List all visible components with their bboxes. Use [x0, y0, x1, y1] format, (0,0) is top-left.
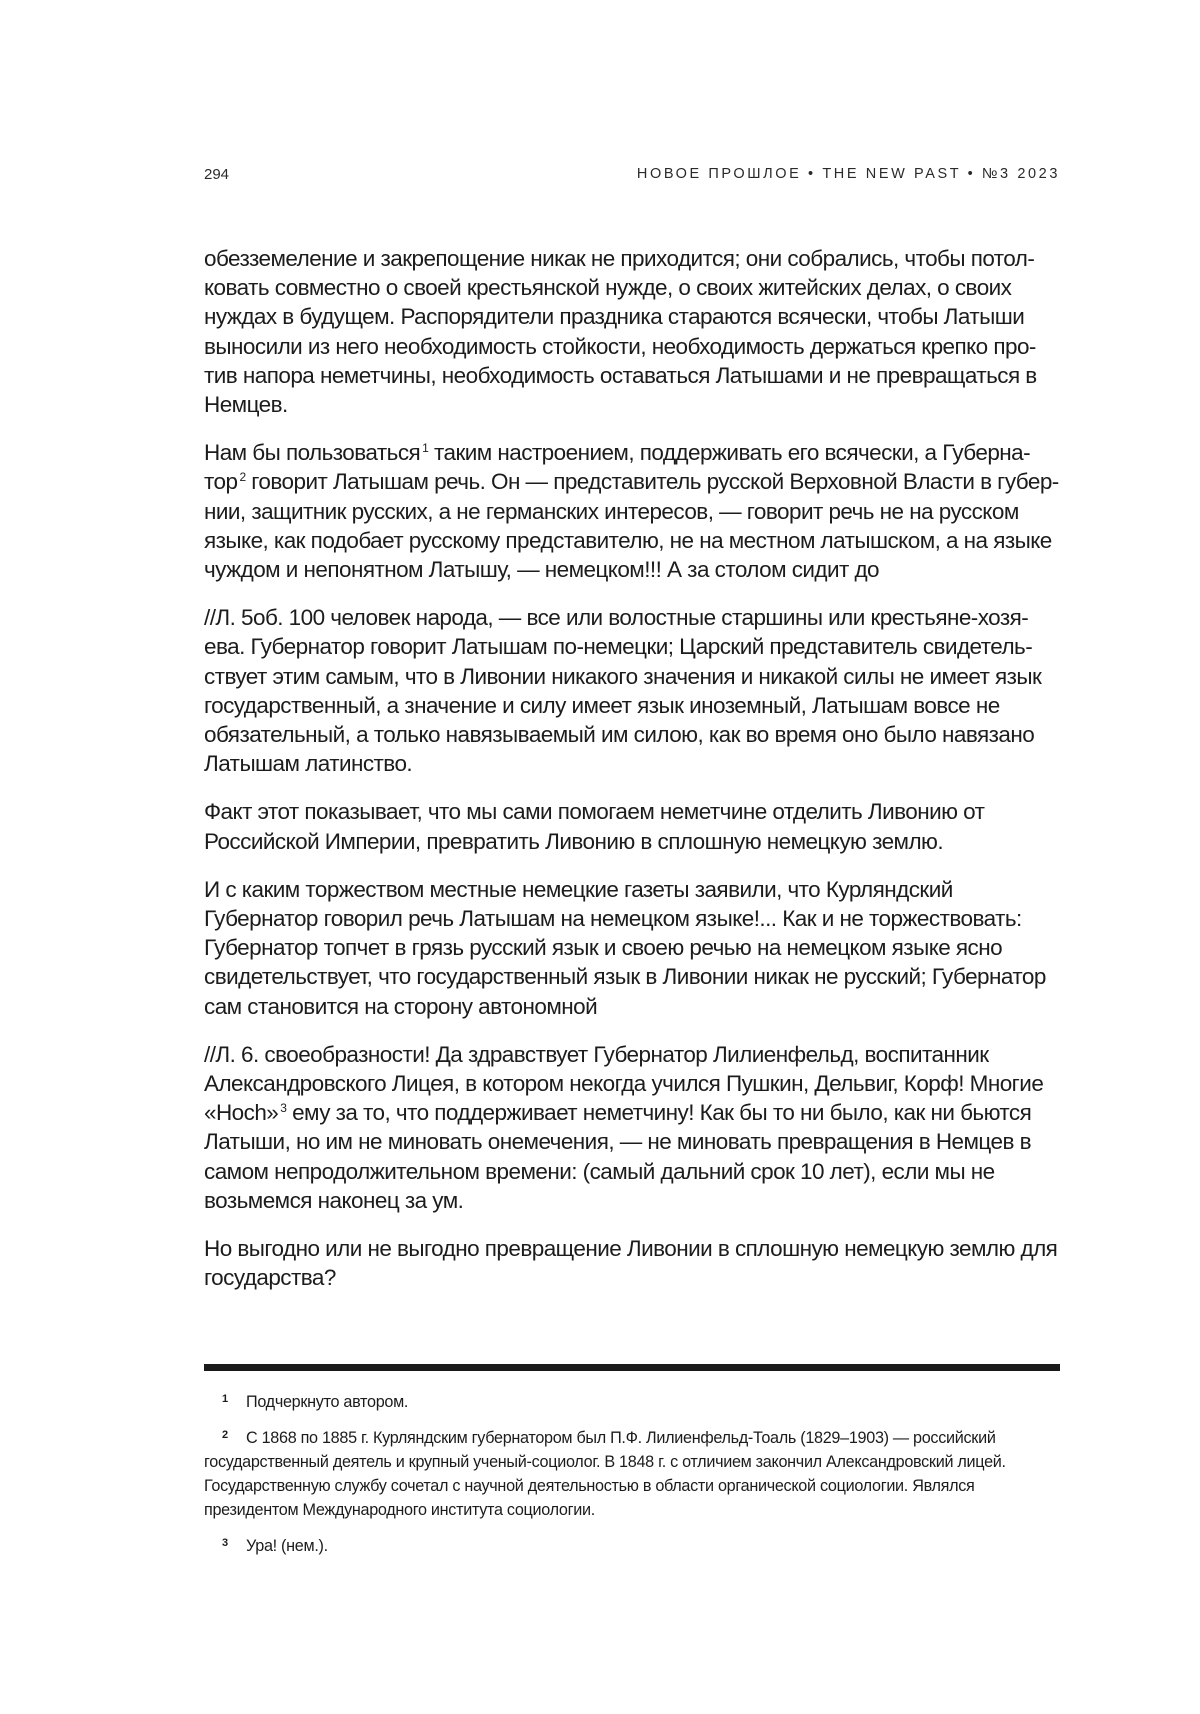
page-header — [204, 166, 1060, 190]
paragraph-2 — [204, 438, 1060, 584]
footnote-text: С 1868 по 1885 г. Курляндским губернатором был П.Ф. Лилиенфельд-Тоаль (1829–1903) — российский государственный деятель и крупный ученый-социолог. В 1848 г. с отличием закончил Александровский лицей. Государственную службу сочетал с научной деятельностью в области органической социологии. Являлся президентом Международного института социологии. — [204, 1429, 1006, 1519]
paragraph-6 — [204, 1040, 1060, 1215]
paragraph-2-part-c: говорит Латышам речь. Он — представитель русской Верховной Власти в губернии, защитник русских, а не германских интересов, — говорит речь не на русском языке, как подобает русскому представителю, не на местном латышском, а на языке чуждом и непонятном Латышу, — немецком!!! А за столом сидит до — [204, 469, 1060, 583]
footnote-1 — [204, 1390, 1060, 1414]
footnote-ref-2[interactable]: 2 — [239, 469, 246, 484]
page-number: 294 — [204, 166, 230, 183]
footnote-2 — [204, 1426, 1060, 1522]
paragraph-5: И с каким торжеством местные немецкие газеты заявили, что Курляндский Губернатор говорил речь Латышам на немецком языке!... Как и не торжествовать: Губернатор топчет в грязь русский язык и своею речью на немецком языке ясно свидетельствует, что государственный язык в Ливонии никак не русский; Губернатор сам становится на сторону автономной — [204, 876, 1046, 1019]
paragraph-6-part-a: //Л. 6. своеобразности! Да здравствует Губернатор Лилиенфельд, воспитанник Александровского Лицея, в котором некогда учился Пушкин, Дельвиг, Корф! Многие «Hoch» — [204, 1041, 1044, 1126]
footnote-number: 3 — [222, 1537, 228, 1549]
main-text — [204, 244, 1060, 1312]
footnote-text: Ура! (нем.). — [246, 1537, 328, 1555]
footnote-number: 1 — [222, 1393, 228, 1405]
footnote-number: 2 — [222, 1429, 228, 1441]
footnote-3 — [204, 1534, 1060, 1558]
footnotes — [204, 1390, 1060, 1570]
paragraph-1: обезземеление и закрепощение никак не приходится; они собрались, чтобы потолковать совместно о своей крестьянской нужде, о своих житейских делах, о своих нуждах в будущем. Распорядители праздника стараются всячески, чтобы Латыши выносили из него необходимость стойкости, необходимость держаться крепко против напора неметчины, необходимость оставаться Латышами и не превращаться в Немцев. — [204, 246, 1037, 418]
footnote-text: Подчеркнуто автором. — [246, 1393, 409, 1411]
running-head: НОВОЕ ПРОШЛОЕ • THE NEW PAST • №3 2023 — [636, 166, 1060, 182]
paragraph-2-part-a: Нам бы пользоваться — [204, 440, 421, 466]
paragraph-2-part-b: таким настроением, поддерживать его всячески, а Губернатор — [204, 440, 1031, 495]
paragraph-7: Но выгодно или не выгодно превращение Ливонии в сплошную немецкую землю для государства? — [204, 1236, 1058, 1291]
footnote-ref-1[interactable]: 1 — [422, 440, 429, 455]
paragraph-4: Факт этот показывает, что мы сами помогаем неметчине отделить Ливонию от Российской Империи, превратить Ливонию в сплошную немецкую землю. — [204, 799, 985, 854]
paragraph-3: //Л. 5об. 100 человек народа, — все или волостные старшины или крестьяне-хозяева. Губернатор говорит Латышам по-немецки; Царский представитель свидетельствует этим самым, что в Ливонии никакого значения и никакой силы не имеет язык государственный, а значение и силу имеет язык иноземный, Латышам вовсе не обязательный, а только навязываемый им силою, как во время оно было навязано Латышам латинство. — [204, 605, 1042, 777]
footnote-divider — [204, 1364, 1060, 1371]
paragraph-6-part-b: ему за то, что поддерживает неметчину! Как бы то ни было, как ни бьются Латыши, но им не миновать онемечения, — не миновать превращения в Немцев в самом непродолжительном времени: (самый дальний срок 10 лет), если мы не возьмемся наконец за ум. — [204, 1100, 1032, 1213]
footnote-ref-3[interactable]: 3 — [280, 1100, 287, 1115]
